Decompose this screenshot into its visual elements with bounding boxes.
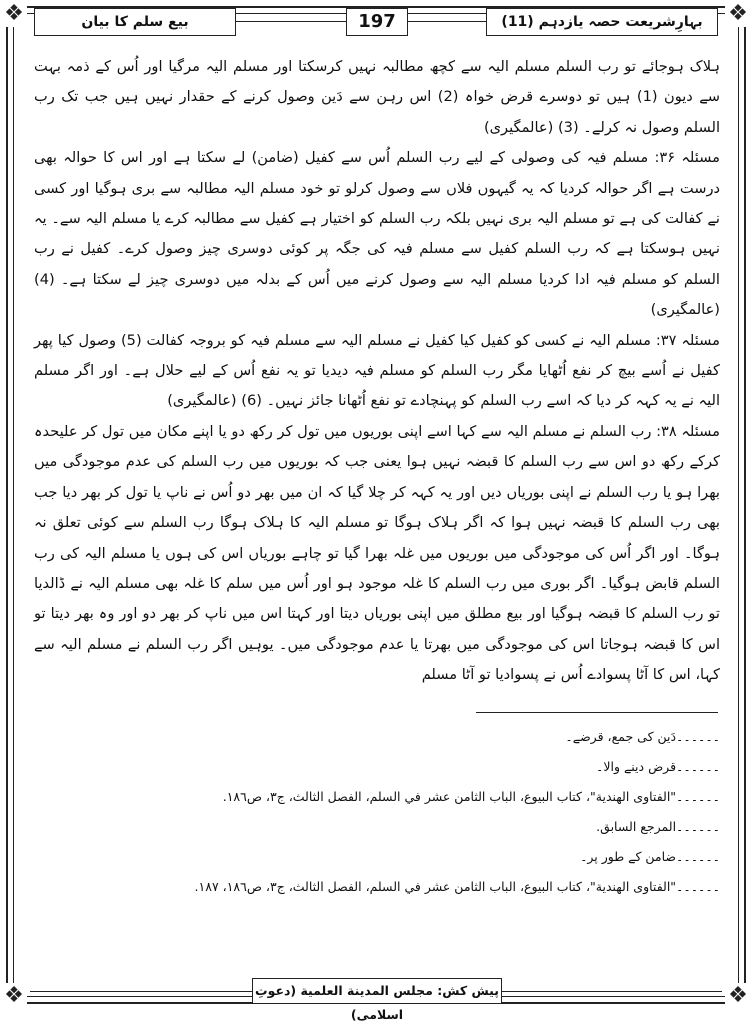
- page-header: [34, 6, 718, 38]
- footnotes: [40, 722, 720, 902]
- paragraph: ہلاک ہوجائے تو رب السلم مسلم الیہ سے کچھ مطالبہ نہیں کرسکتا اور مسلم الیہ مرگیا اور اُس کے ذمہ بہت سے دیون (1) ہیں تو دوسرے قرض خواہ (2) اس رہن سے دَین وصول کرنے کے حقدار نہیں ہیں جب تک رب السلم وصول نہ کرلے۔ (3) (عالمگیری): [34, 58, 720, 136]
- paragraph-masala-37: مسئلہ ۳۷: مسلم الیہ نے کسی کو کفیل کیا کفیل نے مسلم الیہ سے مسلم فیہ کو بروجہ کفالت (5) وصول کیا پھر کفیل نے اُسے بیچ کر نفع اُٹھایا مگر رب السلم کو مسلم فیہ دیدیا تو یہ نفع اُس کے لیے حلال ہے۔ اور اگر مسلم الیہ نے یہ کہہ کر دیا کہ اسے رب السلم کو پہنچادے تو نفع اُٹھانا جائز نہیں۔ (6) (عالمگیری): [34, 331, 720, 410]
- corner-ornament-icon: ❖: [1, 983, 27, 1009]
- corner-ornament-icon: ❖: [725, 983, 751, 1009]
- paragraph-masala-36: مسئلہ ۳۶: مسلم فیہ کی وصولی کے لیے رب السلم اُس سے کفیل (ضامن) لے سکتا ہے اور اس کا حوالہ بھی درست ہے اگر حوالہ کردیا کہ یہ گیہوں فلاں سے وصول کرلو تو خود مسلم الیہ مطالبہ سے بری ہوگیا اور کسی نے کفالت کی ہے تو مسلم الیہ بری نہیں بلکہ رب السلم کو اختیار ہے کفیل سے مطالبہ کرے یا مسلم الیہ سے۔ یہ نہیں ہوسکتا ہے کہ رب السلم کفیل سے مسلم فیہ کی جگہ پر کوئی دوسری چیز وصول کرے۔ کفیل نے رب السلم کو مسلم فیہ ادا کردیا مسلم الیہ سے وصول کرنے میں اُس کے بدلہ میں دوسری چیز لے سکتا ہے۔ (4) (عالمگیری): [34, 149, 720, 319]
- corner-ornament-icon: ❖: [725, 1, 751, 27]
- footnote-3: ۔۔۔۔۔۔"الفتاوی الهندية"، كتاب البيوع، الباب الثامن عشر في السلم، الفصل الثالث، ج٣، ص١٨٦.: [222, 789, 720, 804]
- footer-rule: [30, 991, 252, 992]
- footnote-divider: [476, 712, 718, 713]
- book-title: بہارِشریعت حصہ یازدہم (11): [486, 8, 718, 36]
- footer-rule: [500, 991, 722, 992]
- footnote-5: ۔۔۔۔۔۔ضامن کے طور پر۔: [580, 849, 720, 864]
- header-rule: [406, 21, 488, 22]
- publisher-credit: پیش کش: مجلس المدينة العلمية (دعوتِ اسلامی): [252, 978, 502, 1004]
- corner-ornament-icon: ❖: [1, 1, 27, 27]
- footnote-6: ۔۔۔۔۔۔"الفتاوى الهندية"، كتاب البيوع، الباب الثامن عشر في السلم، الفصل الثالث، ج٣، ص١٨٦، ١٨٧.: [194, 879, 720, 894]
- footnote-2: ۔۔۔۔۔۔قرض دینے والا۔: [596, 759, 720, 774]
- footnote-4: ۔۔۔۔۔۔المرجع السابق.: [596, 819, 720, 834]
- page-footer: [0, 978, 752, 1022]
- main-text: [34, 52, 720, 691]
- header-rule: [234, 21, 346, 22]
- footnote-1: ۔۔۔۔۔۔دَین کی جمع، قرضے۔: [565, 729, 720, 744]
- page-number: 197: [346, 8, 408, 36]
- chapter-title: بیع سلم کا بیان: [34, 8, 236, 36]
- paragraph-masala-38: مسئلہ ۳۸: رب السلم نے مسلم الیہ سے کہا اسے اپنی بوریوں میں تول کر رکھ دو یا اپنے مکان میں تول کر علیحدہ کرکے رکھ دو اس سے رب السلم کا قبضہ نہیں ہوا یعنی جب کہ بوریوں میں رب السلم کی عدم موجودگی میں بھرا ہو یا رب السلم نے اپنی بوریاں دیں اور یہ کہہ کر چلا گیا کہ ان میں بھر دو اُس نے ناپ یا تول کر بھر دیا جب بھی رب السلم کا قبضہ نہیں ہوا کہ اگر ہلاک ہوگا تو مسلم الیہ کا ہلاک ہوگا رب السلم سے کوئی تعلق نہ ہوگا۔ اور اگر اُس کی موجودگی میں بوریوں میں غلہ بھرا گیا تو چاہے بوریاں اس کی ہوں یا مسلم الیہ کی رب السلم قابض ہوگیا۔ اگر بوری میں رب السلم کا غلہ موجود ہو اور اُس میں سلم کا غلہ بھی مسلم الیہ نے ڈالدیا تو رب السلم کا قبضہ ہوگیا اور بیع مطلق میں اپنی بوریاں دیتا اور کہتا اس میں ناپ کر بھر دو اور وہ بھر دیتا تو اس کا قبضہ ہوجاتا اس کی موجودگی میں بھرتا یا عدم موجودگی میں۔ یوہیں اگر رب السلم نے مسلم الیہ سے کہا، اس کا آٹا پسوادے اُس نے پسوادیا تو آٹا مسلم: [34, 422, 720, 684]
